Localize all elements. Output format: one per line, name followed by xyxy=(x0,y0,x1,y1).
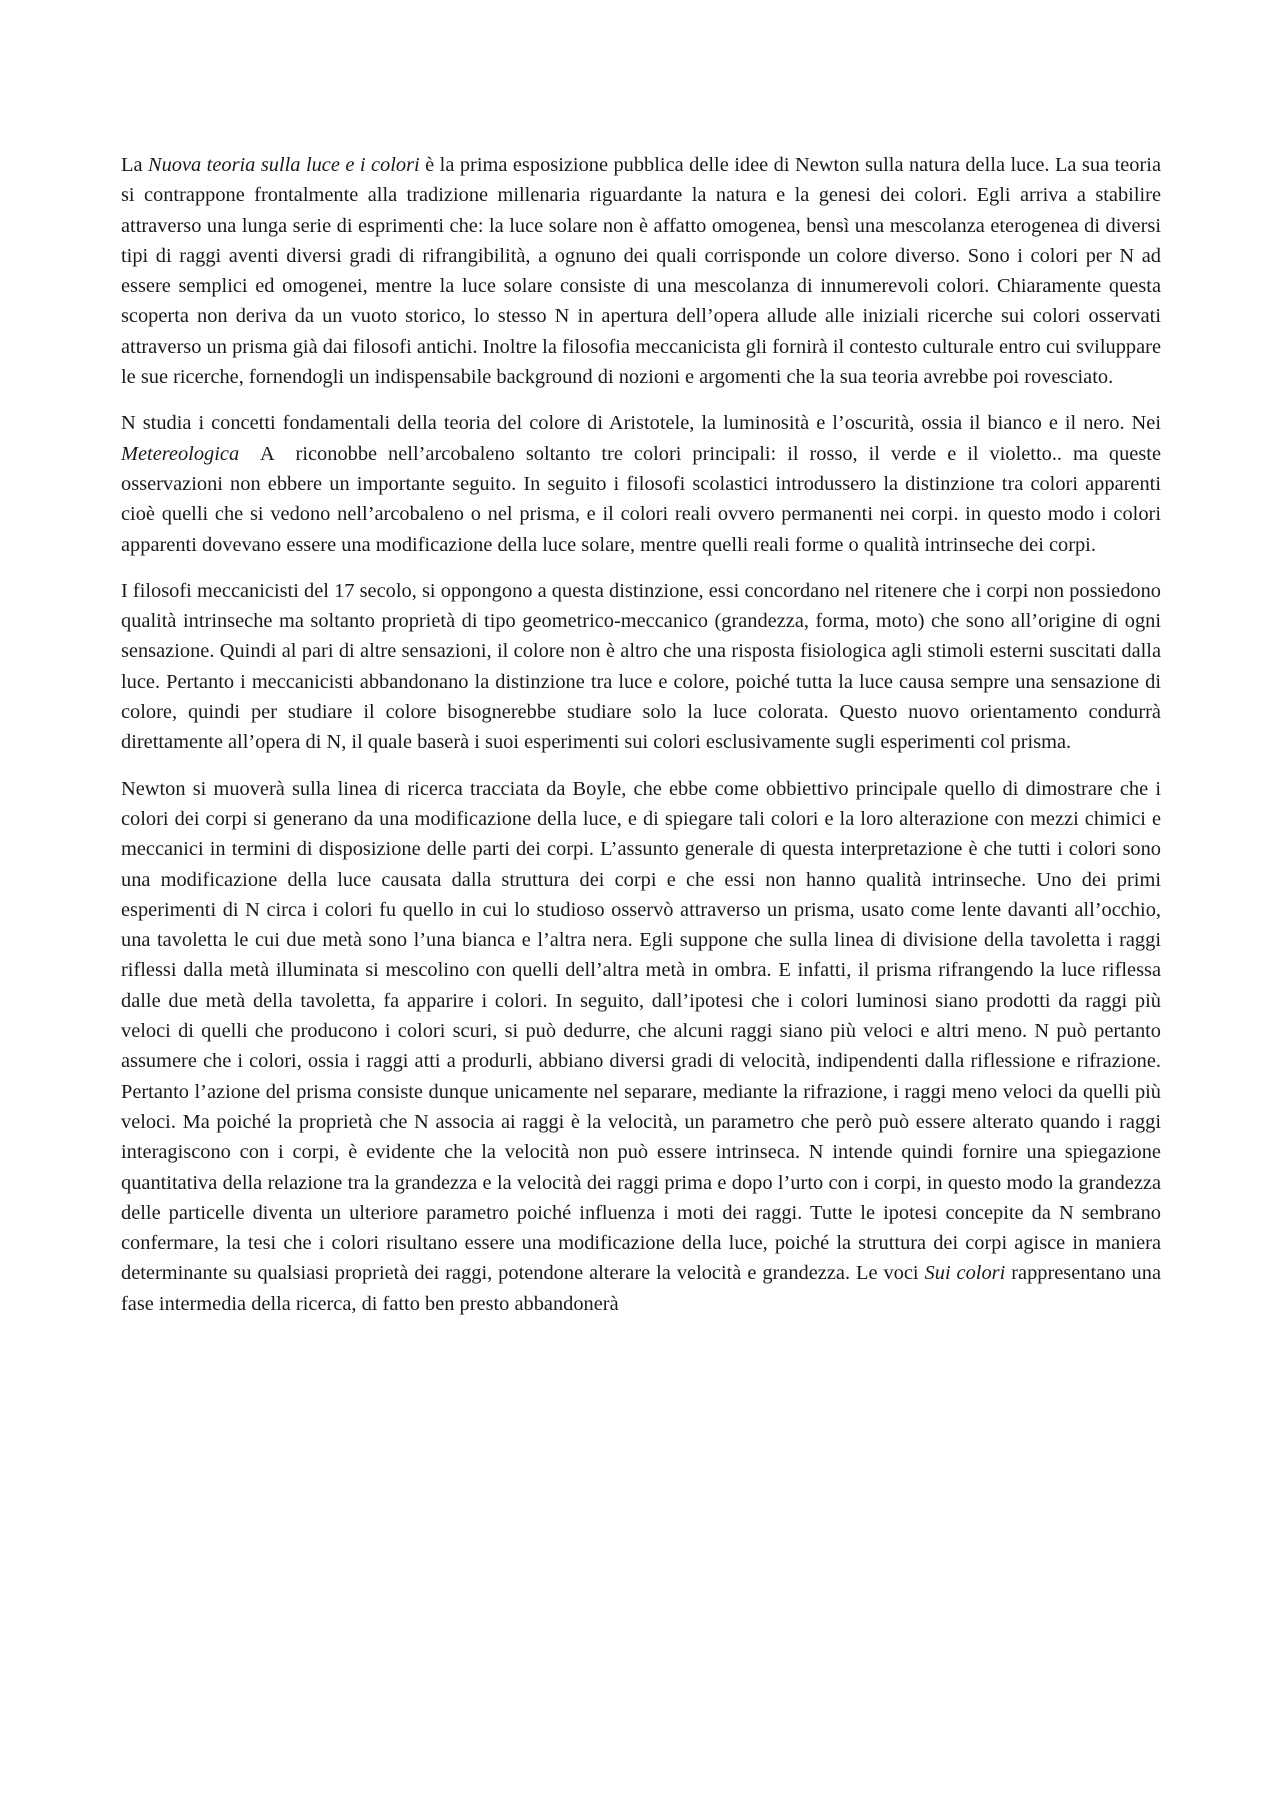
paragraph-4-text: Newton si muoverà sulla linea di ricerca tracciata da Boyle, che ebbe come obbiettivo principale quello di dimostrare che i colori dei corpi si generano da una modificazione della luce, e di spiegare tali colori e la loro alterazione con mezzi chimici e meccanici in termini di disposizione delle parti dei corpi. L’assunto generale di questa interpretazione è che tutti i colori sono una modificazione della luce causata dalla struttura dei corpi e che essi non hanno qualità intrinseche. Uno dei primi esperimenti di N circa i colori fu quello in cui lo studioso osservò attraverso un prisma, usato come lente davanti all’occhio, una tavoletta le cui due metà sono l’una bianca e l’altra nera. Egli suppone che sulla linea di divisione della tavoletta i raggi riflessi dalla metà illuminata si mescolino con quelli dell’altra metà in ombra. E infatti, il prisma rifrangendo la luce riflessa dalle due metà della tavoletta, fa apparire i colori. In seguito, dall’ipotesi che i colori luminosi siano prodotti da raggi più veloci di quelli che producono i colori scuri, si può dedurre, che alcuni raggi siano più veloci e altri meno. N può pertanto assumere che i colori, ossia i raggi atti a produrli, abbiano diversi gradi di velocità, indipendenti dalla riflessione e rifrazione. Pertanto l’azione del prisma consiste dunque unicamente nel separare, mediante la rifrazione, i raggi meno veloci da quelli più veloci. Ma poiché la proprietà che N associa ai raggi è la velocità, un parametro che però può essere alterato quando i raggi interagiscono con i corpi, è evidente che la velocità non può essere intrinseca. N intende quindi fornire una spiegazione quantitativa della relazione tra la grandezza e la velocità dei raggi prima e dopo l’urto con i corpi, in questo modo la grandezza delle particelle diventa un ulteriore parametro poiché influenza i moti dei raggi. Tutte le ipotesi concepite da N sembrano confermare, la tesi che i colori risultano essere una modificazione della luce, poiché la struttura dei corpi agisce in maniera determinante su qualsiasi proprietà dei raggi, potendone alterare la velocità e grandezza. Le voci xyxy=(121,777,1161,1285)
paragraph-3-text: I filosofi meccanicisti del 17 secolo, si oppongono a questa distinzione, essi concordano nel ritenere che i corpi non possiedono qualità intrinseche ma soltanto proprietà di tipo geometrico-meccanico (grandezza, forma, moto) che sono all’origine di ogni sensazione. Quindi al pari di altre sensazioni, il colore non è altro che una risposta fisiologica agli stimoli esterni suscitati dalla luce. Pertanto i meccanicisti abbandonano la distinzione tra luce e colore, poiché tutta la luce causa sempre una sensazione di colore, quindi per studiare il colore bisognerebbe studiare solo la luce colorata. Questo nuovo orientamento condurrà direttamente all’opera di N, il quale baserà i suoi esperimenti sui colori esclusivamente sugli esperimenti col prisma. xyxy=(121,579,1161,754)
paragraph-4 xyxy=(121,774,1161,1319)
paragraph-4-text: rappresentano una fase intermedia della ricerca, di fatto ben presto abbandonerà xyxy=(121,1262,1161,1315)
paragraph-2 xyxy=(121,408,1167,559)
paragraph-2-text: N studia i concetti fondamentali della teoria del colore di Aristotele, la luminosità e l’oscurità, ossia il bianco e il nero. Nei xyxy=(121,412,1161,435)
paragraph-4-title-italic: Sui colori xyxy=(924,1262,1006,1285)
paragraph-1 xyxy=(121,150,1161,392)
paragraph-1-text: La xyxy=(121,154,148,176)
paragraph-1-title-italic: Nuova teoria sulla luce e i colori xyxy=(147,154,420,176)
paragraph-2-text: A riconobbe nell’arcobaleno soltanto tre colori principali: il rosso, il verde e il violetto.. ma queste osservazioni non ebbere un importante seguito. In seguito i filosofi scolastici introdussero la distinzione tra colori apparenti cioè quelli che si vedono nell’arcobaleno o nel prisma, e il colori reali ovvero permanenti nei corpi. in questo modo i colori apparenti dovevano essere una modificazione della luce solare, mentre quelli reali forme o qualità intrinseche dei corpi. xyxy=(121,442,1167,556)
paragraph-3 xyxy=(121,576,1161,758)
paragraph-1-text: è la prima esposizione pubblica delle idee di Newton sulla natura della luce. La sua teoria si contrappone frontalmente alla tradizione millenaria riguardante la natura e la genesi dei colori. Egli arriva a stabilire attraverso una lunga serie di esprimenti che: la luce solare non è affatto omogenea, bensì una mescolanza eterogenea di diversi tipi di raggi aventi diversi gradi di rifrangibilità, a ognuno dei quali corrisponde un colore diverso. Sono i colori per N ad essere semplici ed omogenei, mentre la luce solare consiste di una mescolanza di innumerevoli colori. Chiaramente questa scoperta non deriva da un vuoto storico, lo stesso N in apertura dell’opera allude alle iniziali ricerche sui colori osservati attraverso un prisma già dai filosofi antichi. Inoltre la filosofia meccanicista gli fornirà il contesto culturale entro cui sviluppare le sue ricerche, fornendogli un indispensabile background di nozioni e argomenti che la sua teoria avrebbe poi rovesciato. xyxy=(121,154,1161,389)
document-body xyxy=(121,150,1167,1319)
paragraph-2-title-italic: Metereologica xyxy=(121,442,240,465)
